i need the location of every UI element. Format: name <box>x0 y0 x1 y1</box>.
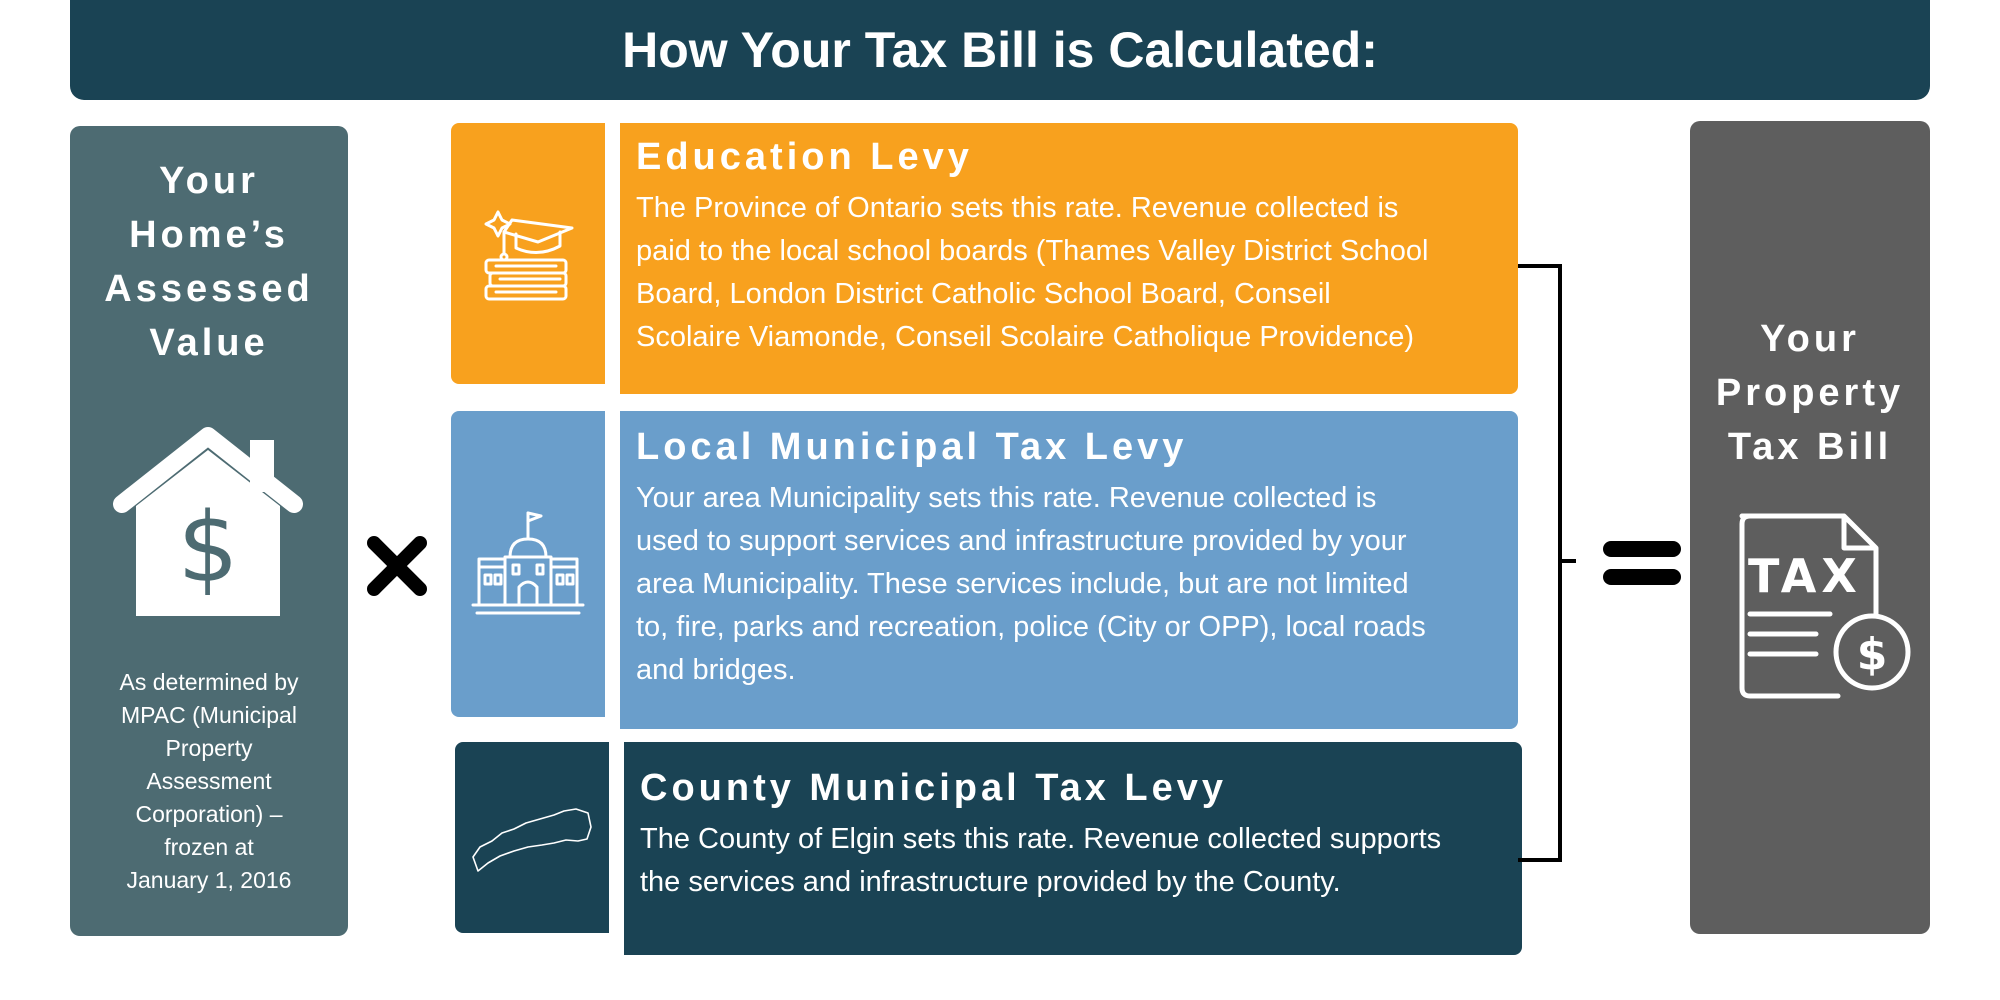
assessment-note <box>86 666 332 897</box>
header-banner <box>70 0 1930 100</box>
assessment-note-line: Corporation) – <box>135 801 283 827</box>
card-divider <box>605 411 620 717</box>
county-municipal-levy-description <box>640 818 1504 904</box>
assessment-note-line: Assessment <box>146 768 272 794</box>
local-municipal-levy-line: Your area Municipality sets this rate. Revenue collected is <box>636 482 1377 514</box>
property-tax-bill-title-line: Tax Bill <box>1727 426 1893 468</box>
card-divider <box>605 123 620 384</box>
county-municipal-levy-title: County Municipal Tax Levy <box>640 767 1228 809</box>
page-title: How Your Tax Bill is Calculated: <box>622 22 1378 78</box>
levy-bracket <box>1518 258 1576 868</box>
assessed-value-title-line: Home’s <box>129 214 289 256</box>
education-levy-line: The Province of Ontario sets this rate. Revenue collected is <box>636 192 1399 224</box>
education-levy-line: Board, London District Catholic School Board, Conseil <box>636 278 1331 310</box>
card-divider <box>609 742 624 933</box>
local-municipal-levy-icon-cell <box>451 411 605 717</box>
assessed-value-title-line: Your <box>159 160 259 202</box>
assessment-note-line: January 1, 2016 <box>126 867 292 893</box>
county-municipal-levy-card <box>455 742 1522 933</box>
local-municipal-levy-line: used to support services and infrastructure provided by your <box>636 525 1407 557</box>
property-tax-bill-title-line: Property <box>1715 372 1905 414</box>
local-municipal-levy-line: area Municipality. These services include, but are not limited <box>636 568 1409 600</box>
house-dollar-icon <box>108 426 308 626</box>
education-levy-title: Education Levy <box>636 136 973 178</box>
local-municipal-levy-line: and bridges. <box>636 654 796 686</box>
county-municipal-levy-icon-cell <box>455 742 609 933</box>
svg-text:$: $ <box>1856 629 1888 680</box>
education-levy-line: Scolaire Viamonde, Conseil Scolaire Catholique Providence) <box>636 321 1415 353</box>
tax-document-label: TAX <box>1748 549 1862 603</box>
county-municipal-levy-line: the services and infrastructure provided by the County. <box>640 866 1341 898</box>
assessed-value-title <box>70 154 348 370</box>
education-levy-card <box>451 123 1518 384</box>
local-municipal-levy-title: Local Municipal Tax Levy <box>636 426 1188 468</box>
property-tax-bill-panel <box>1690 121 1930 934</box>
assessed-value-panel <box>70 126 348 936</box>
education-levy-icon-cell <box>451 123 605 384</box>
assessment-note-line: frozen at <box>164 834 254 860</box>
local-municipal-levy-description <box>636 477 1500 692</box>
county-map-icon <box>470 803 594 873</box>
assessed-value-title-line: Assessed <box>104 268 314 310</box>
assessed-value-title-line: Value <box>149 322 269 364</box>
education-levy-line: paid to the local school boards (Thames Valley District School <box>636 235 1429 267</box>
county-municipal-levy-text <box>624 742 1522 955</box>
local-municipal-levy-text <box>620 411 1518 729</box>
municipal-building-icon <box>469 505 587 623</box>
education-levy-description <box>636 187 1500 359</box>
property-tax-bill-title <box>1690 312 1930 474</box>
local-municipal-levy-line: to, fire, parks and recreation, police (City or OPP), local roads <box>636 611 1426 643</box>
assessment-note-line: Property <box>165 735 253 761</box>
multiply-icon <box>366 535 428 597</box>
assessment-note-line: As determined by <box>119 669 299 695</box>
property-tax-bill-title-line: Your <box>1760 318 1860 360</box>
assessment-note-line: MPAC (Municipal <box>121 702 297 728</box>
education-levy-text <box>620 123 1518 394</box>
local-municipal-levy-card <box>451 411 1518 717</box>
graduation-books-icon <box>476 202 580 306</box>
equals-icon <box>1603 541 1681 587</box>
county-municipal-levy-line: The County of Elgin sets this rate. Revenue collected supports <box>640 823 1442 855</box>
svg-text:$: $ <box>177 492 239 604</box>
tax-document-icon <box>1726 510 1916 710</box>
